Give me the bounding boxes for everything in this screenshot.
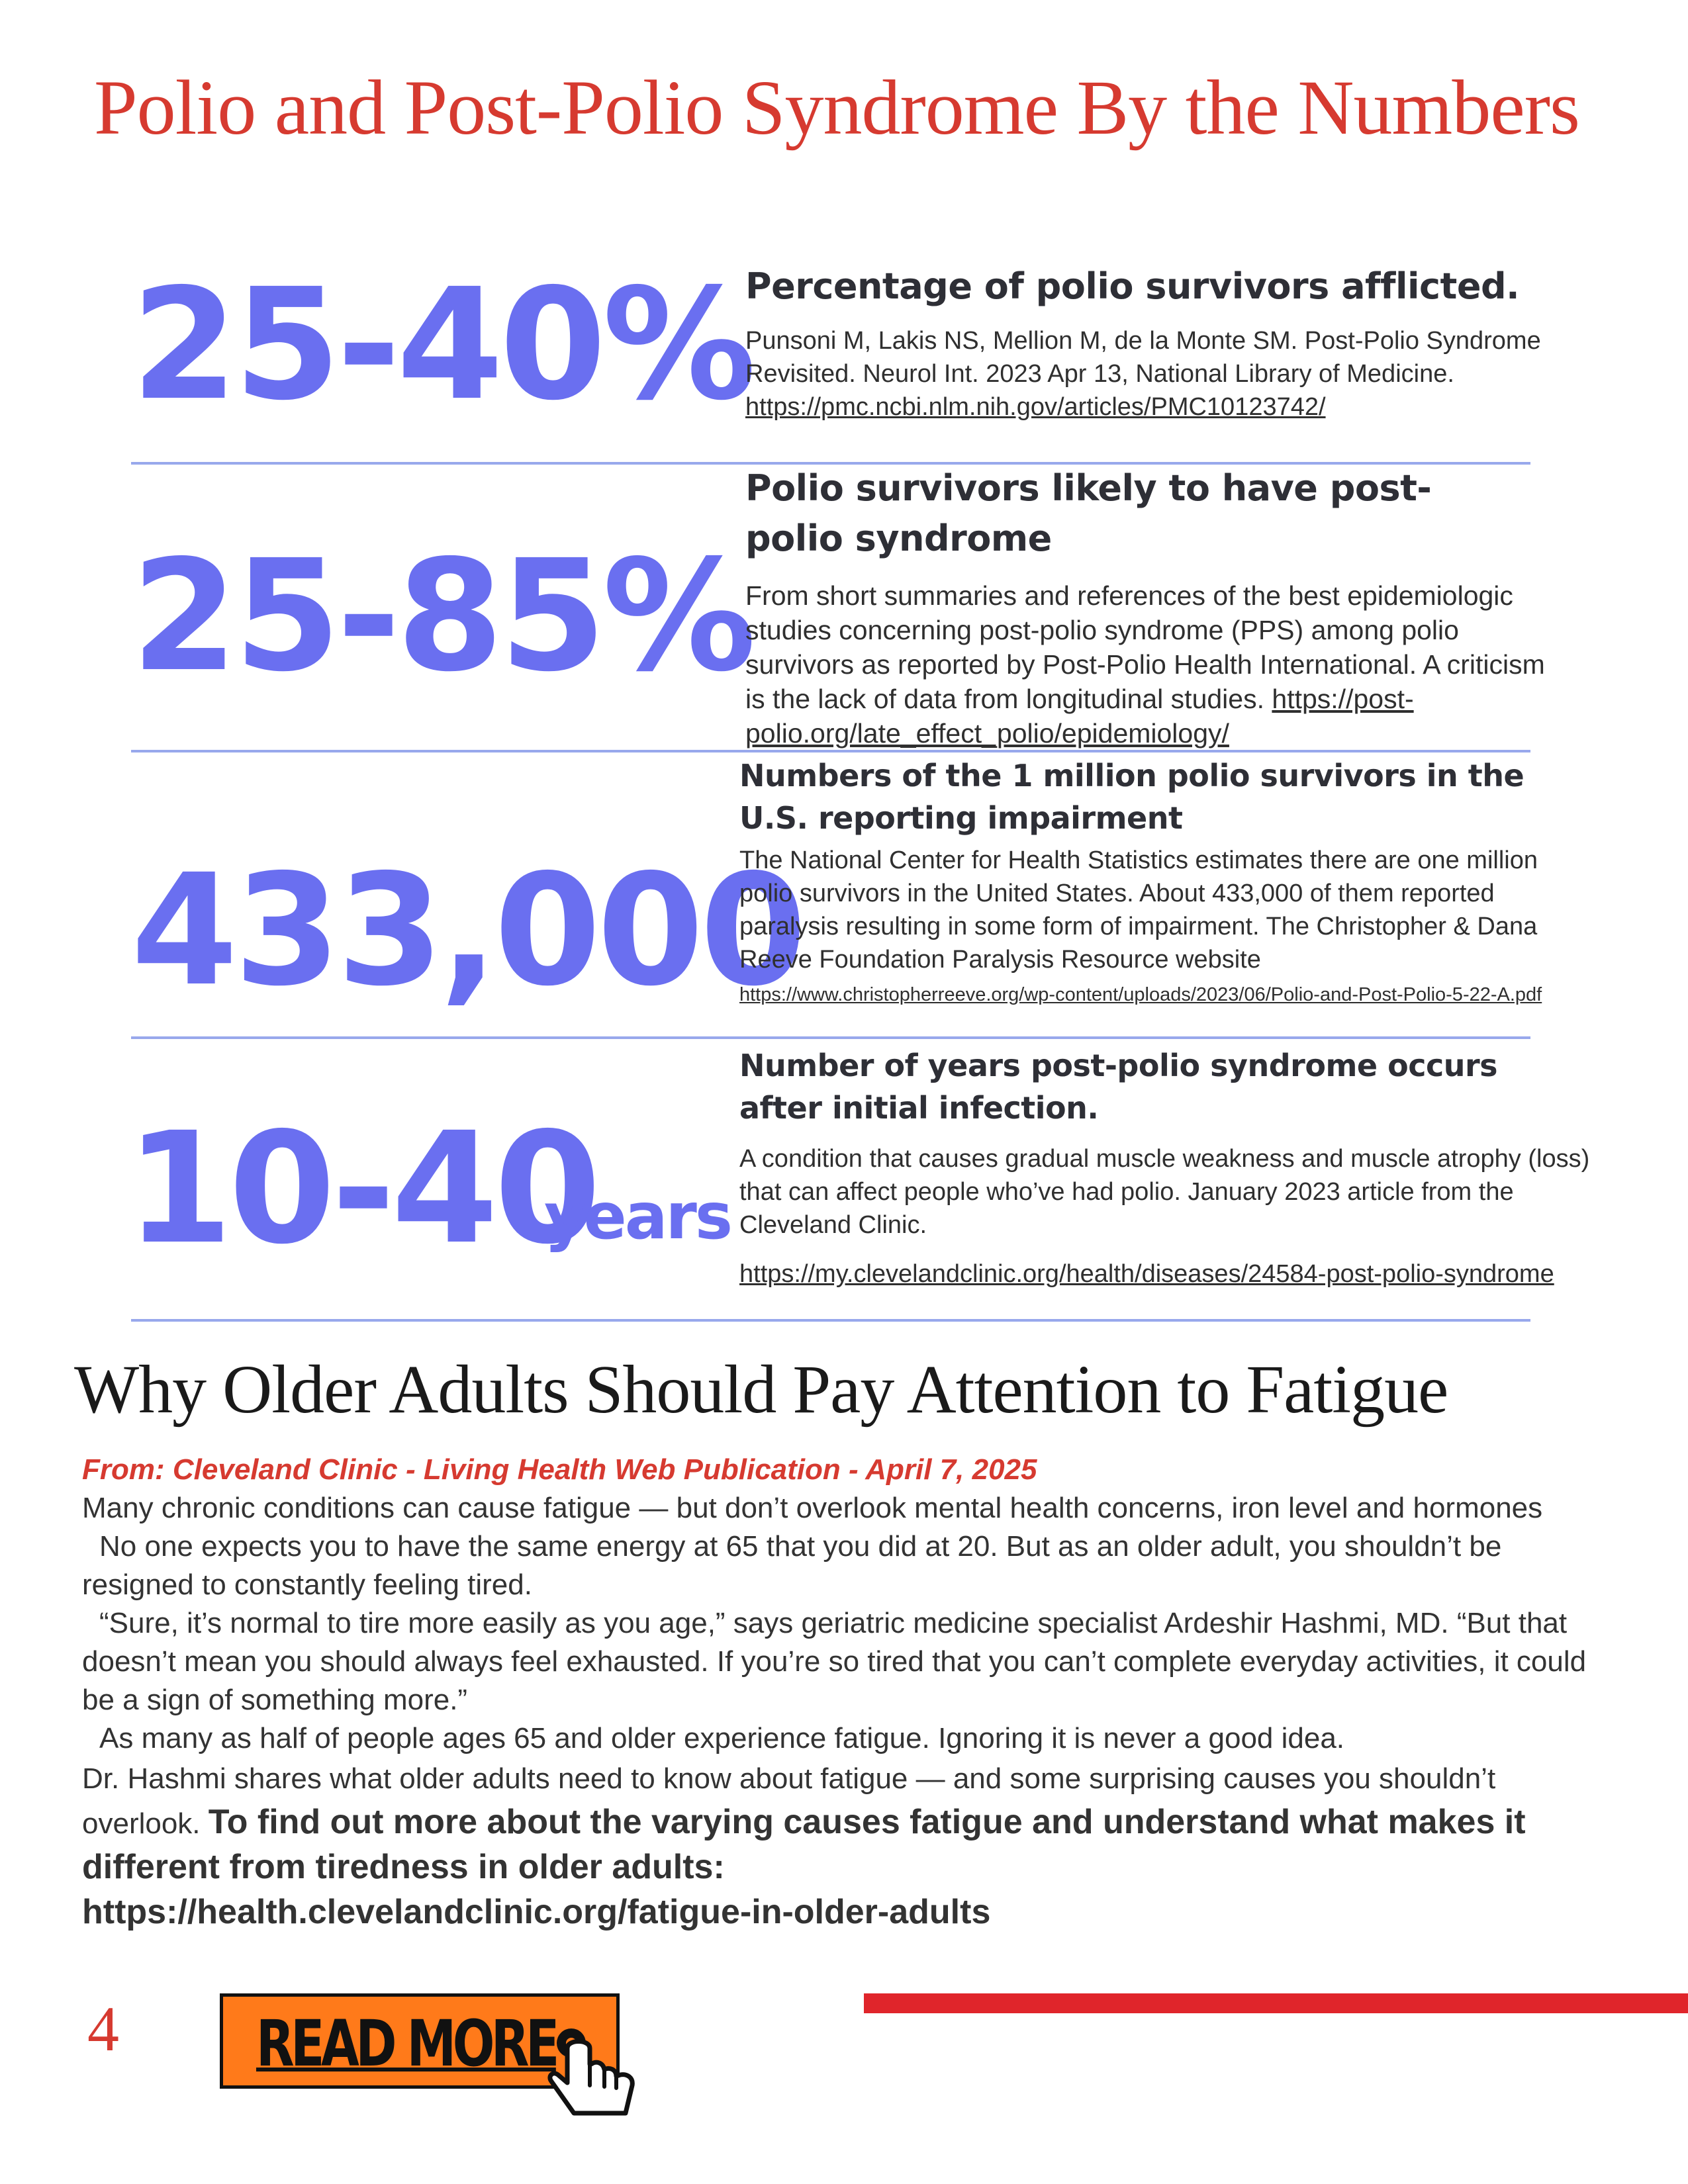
article-paragraph-3: As many as half of people ages 65 and older experience fatigue. Ignoring it is never a good idea. (99, 1722, 1345, 1754)
divider-2 (131, 750, 1530, 752)
stat-heading-1: Percentage of polio survivors afflicted. (745, 265, 1520, 307)
stat-link-4[interactable]: https://my.clevelandclinic.org/health/diseases/24584-post-polio-syndrome (739, 1260, 1554, 1288)
stat-number-3: 433,000 (131, 841, 803, 1020)
page-title: Polio and Post-Polio Syndrome By the Numbers (94, 64, 1579, 151)
stat-body-text-2: From short summaries and references of the best epidemiologic studies concerning post-polio syndrome (PPS) among polio survivors as reported by Post-Polio Health International. A criticism is the lack of data from longitudinal studies. (745, 580, 1545, 714)
stat-body-text-1: Punsoni M, Lakis NS, Mellion M, de la Monte SM. Post-Polio Syndrome Revisited. Neurol Int. 2023 Apr 13, National Library of Medicine. (745, 327, 1541, 388)
stat-link-1[interactable]: https://pmc.ncbi.nlm.nih.gov/articles/PMC10123742/ (745, 393, 1326, 421)
article-subtitle: Many chronic conditions can cause fatigue — but don’t overlook mental health concerns, iron level and hormones (82, 1492, 1543, 1524)
stat-number-4: 10-40 (126, 1099, 597, 1278)
article-byline: From: Cleveland Clinic - Living Health Web Publication - April 7, 2025 (82, 1453, 1037, 1486)
divider-4 (131, 1319, 1530, 1322)
article-paragraph-4-wrap (82, 1758, 1605, 1890)
hand-pointer-icon (547, 2022, 660, 2121)
stat-body-1 (745, 324, 1606, 424)
stat-link-3[interactable]: https://www.christopherreeve.org/wp-content/uploads/2023/06/Polio-and-Post-Polio-5-22-A.pdf (739, 984, 1542, 1005)
stat-heading-2: Polio survivors likely to have post-polio syndrome (745, 467, 1432, 559)
article-cta-link[interactable]: https://health.clevelandclinic.org/fatigue-in-older-adults (82, 1893, 991, 1931)
stat-body-2 (745, 578, 1546, 751)
stat-heading-4: Number of years post-polio syndrome occurs after initial infection. (739, 1048, 1498, 1126)
article-paragraph-2: “Sure, it’s normal to tire more easily as you age,” says geriatric medicine specialist Ardeshir Hashmi, MD. “But that doesn’t mean you should always feel exhausted. If you’re so tired that you can’t complete everyday activities, it could be a sign of something more.” (82, 1607, 1587, 1716)
stat-unit-4: years (544, 1179, 731, 1253)
stat-body-4 (739, 1142, 1593, 1242)
stat-number-2: 25-85% (131, 527, 753, 705)
article-paragraph-4: Dr. Hashmi shares what older adults need to know about fatigue — and some surprising causes you shouldn’t overlook. (82, 1762, 1496, 1840)
stat-heading-3: Numbers of the 1 million polio survivors in the U.S. reporting impairment (739, 758, 1524, 836)
stat-number-1: 25-40% (131, 255, 753, 434)
read-more-label: READ MORE (256, 2007, 556, 2081)
article-title: Why Older Adults Should Pay Attention to Fatigue (74, 1351, 1448, 1428)
read-more-button[interactable] (220, 1993, 620, 2089)
article-cta: To find out more about the varying causes fatigue and understand what makes it different from tiredness in older adults: (82, 1803, 1526, 1886)
stat-body-text-3: The National Center for Health Statistics estimates there are one million polio survivors in the United States. About 433,000 of them reported paralysis resulting in some form of impairment. The Christopher & Dana Reeve Foundation Paralysis Resource website (739, 846, 1538, 974)
article-paragraph-1: No one expects you to have the same energy at 65 that you did at 20. But as an older adult, you shouldn’t be resigned to constantly feeling tired. (82, 1530, 1502, 1601)
page-number: 4 (87, 1993, 119, 2064)
article-body (82, 1489, 1605, 1934)
stat-link-2[interactable]: https://post-polio.org/late_effect_polio/epidemiology/ (745, 684, 1414, 749)
stat-link-wrap-4 (739, 1257, 1570, 1291)
divider-3 (131, 1036, 1530, 1039)
red-accent-bar (864, 1993, 1688, 2013)
stat-body-3 (739, 844, 1593, 1009)
stat-body-text-4: A condition that causes gradual muscle weakness and muscle atrophy (loss) that can affect people who’ve had polio. January 2023 article from the Cleveland Clinic. (739, 1145, 1590, 1239)
